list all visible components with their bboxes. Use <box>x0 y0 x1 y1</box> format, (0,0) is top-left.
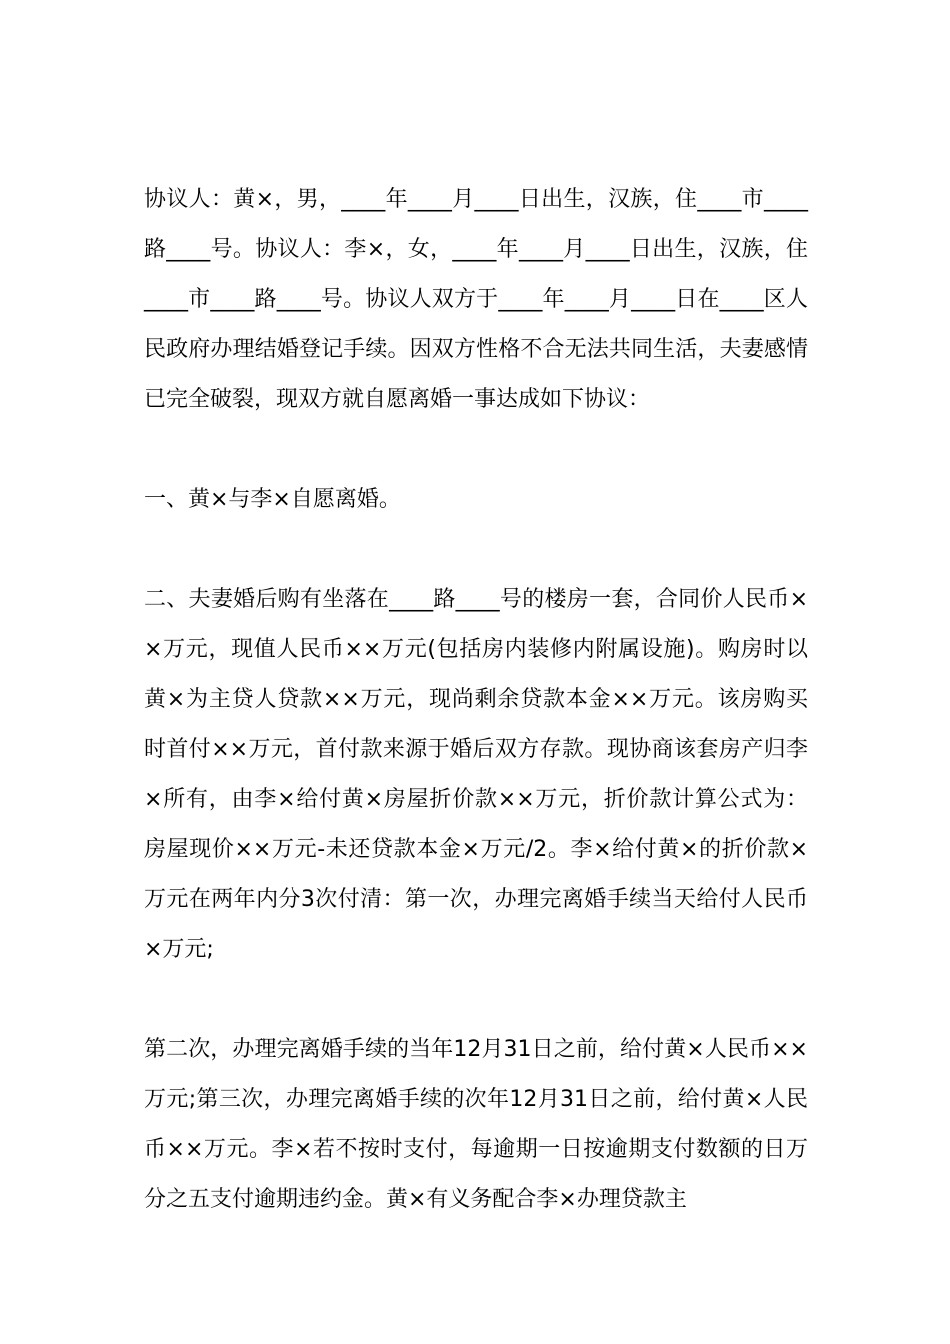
paragraph-gap <box>144 525 808 575</box>
paragraph-clause-1: 一、黄×与李×自愿离婚。 <box>144 487 401 512</box>
paragraph-clause-2-continued: 第二次，办理完离婚手续的当年12月31日之前，给付黄×人民币××万元;第三次，办理完离婚手续的次年12月31日之前，给付黄×人民币××万元。李×若不按时支付，每逾期一日按逾期支付数额的日万分之五支付逾期违约金。黄×有义务配合李×办理贷款主 <box>144 1037 808 1212</box>
paragraph-clause-2: 二、夫妻婚后购有坐落在____路____号的楼房一套，合同价人民币××万元，现值人民币××万元(包括房内装修内附属设施)。购房时以黄×为主贷人贷款××万元，现尚剩余贷款本金××万元。该房购买时首付××万元，首付款来源于婚后双方存款。现协商该套房产归李×所有，由李×给付黄×房屋折价款××万元，折价款计算公式为：房屋现价××万元-未还贷款本金×万元/2。李×给付黄×的折价款×万元在两年内分3次付清：第一次，办理完离婚手续当天给付人民币×万元; <box>144 587 808 962</box>
document-body <box>144 175 808 1225</box>
paragraph-gap <box>144 425 808 475</box>
paragraph-gap <box>144 975 808 1025</box>
paragraph-preamble: 协议人：黄×，男，____年____月____日出生，汉族，住____市____路____号。协议人：李×，女，____年____月____日出生，汉族，住____市____路____号。协议人双方于____年____月____日在____区人民政府办理结婚登记手续。因双方性格不合无法共同生活，夫妻感情已完全破裂，现双方就自愿离婚一事达成如下协议： <box>144 187 808 412</box>
